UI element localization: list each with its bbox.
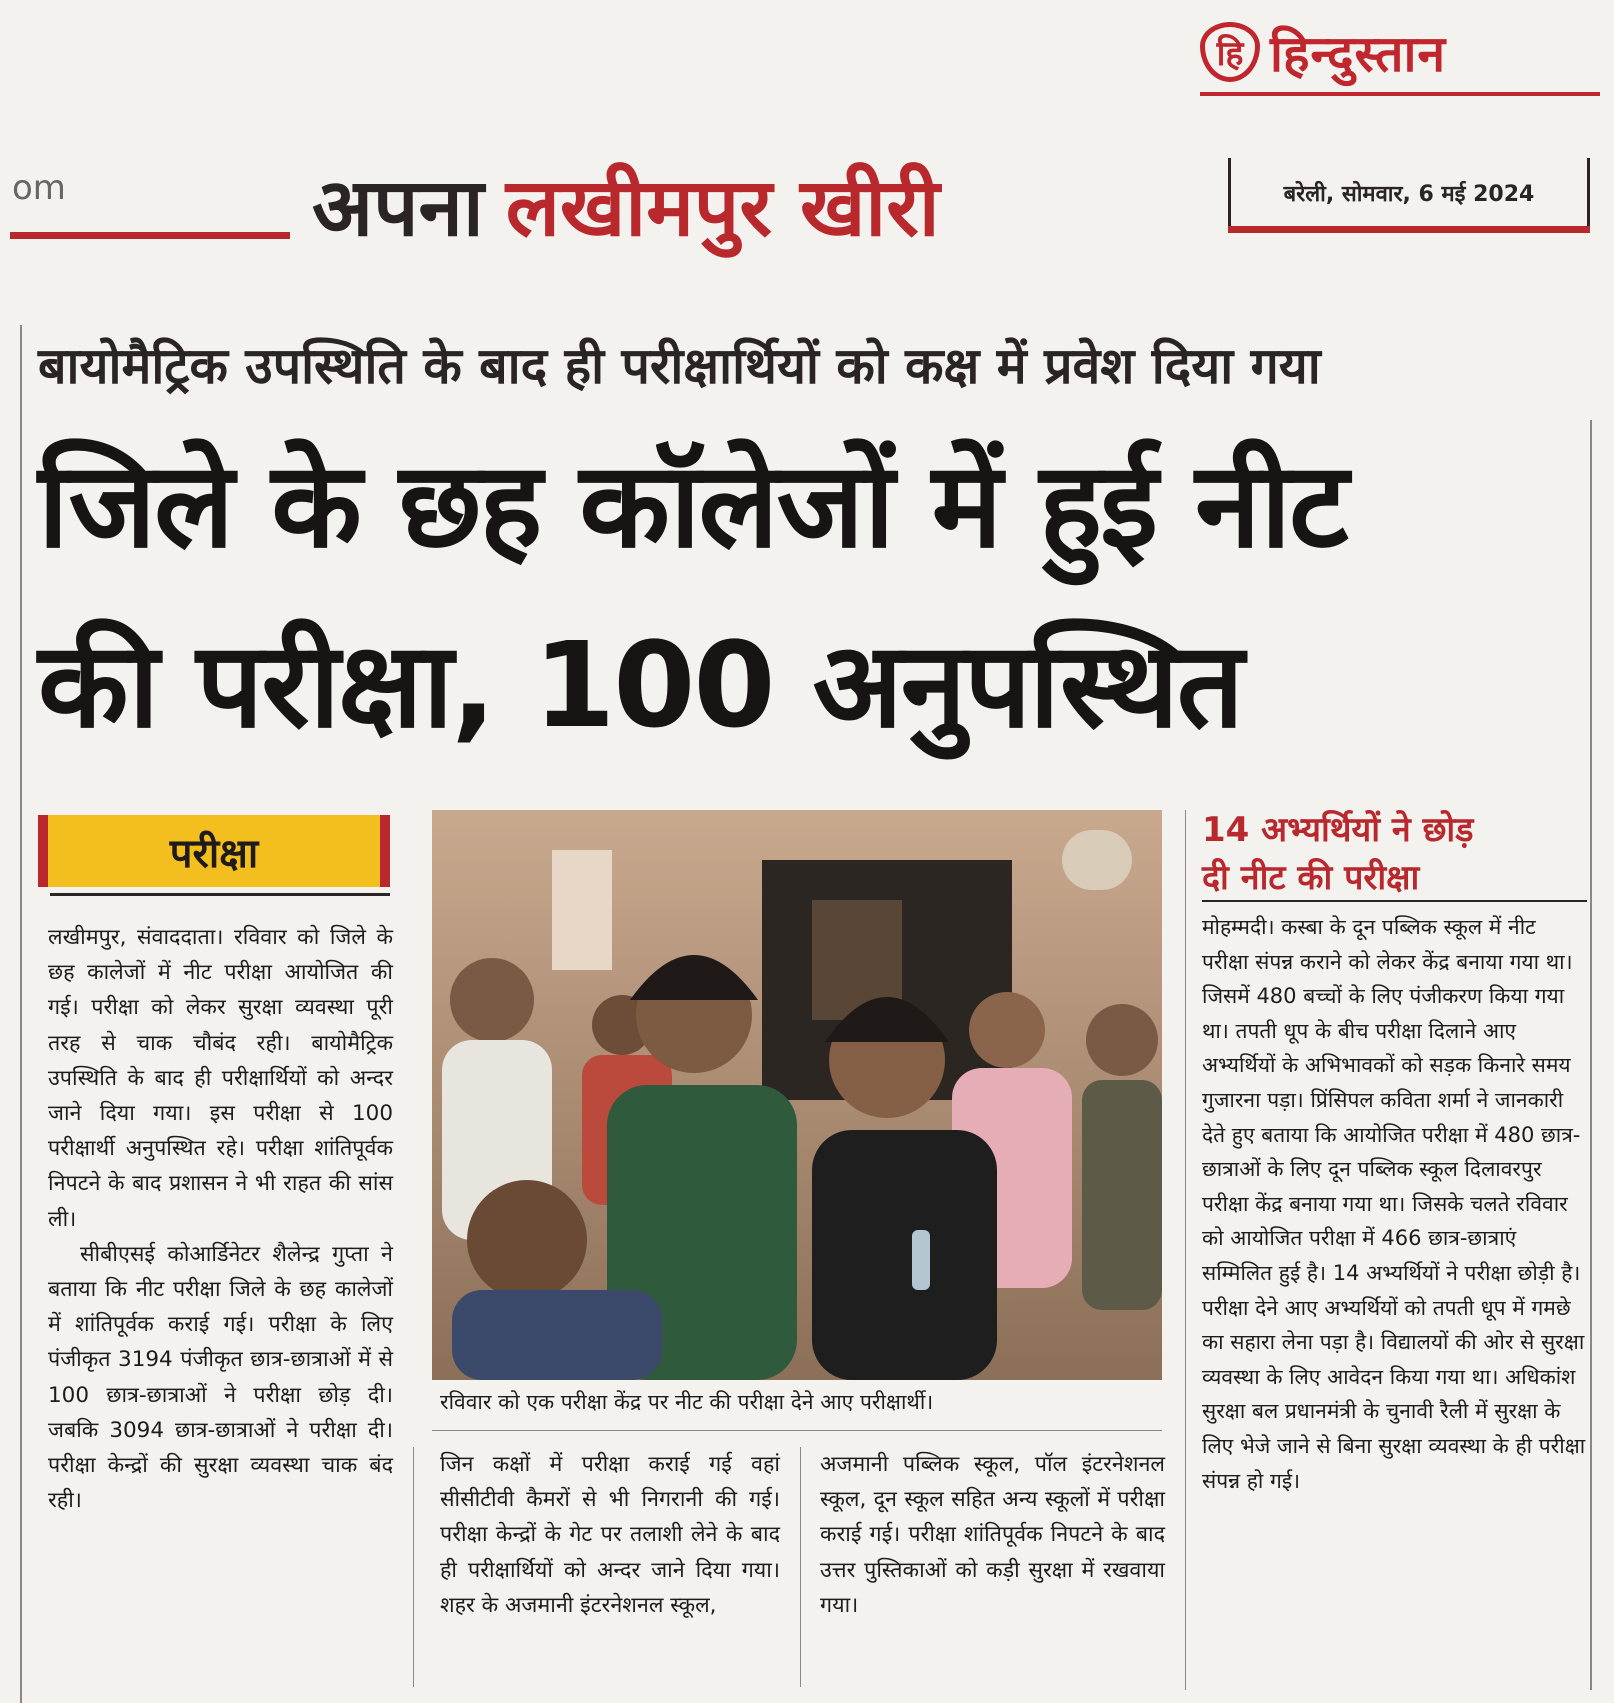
- brand-underline: [1200, 92, 1600, 96]
- topic-tag-label: परीक्षा: [169, 830, 259, 877]
- story-column-1: [48, 920, 393, 1518]
- topic-tag: [38, 815, 390, 887]
- sidebar-paragraph: मोहम्मदी। कस्बा के दून पब्लिक स्कूल में नीट परीक्षा संपन्न कराने को लेकर केंद्र बनाया गया था। जिसमें 480 बच्चों के लिए पंजीकरण किया गया था। तपती धूप के बीच परीक्षा दिलाने आए अभ्यर्थियों के अभिभावकों को सड़क किनारे समय गुजारना पड़ा। प्रिंसिपल कविता शर्मा ने जानकारी देते हुए बताया कि आयोजित परीक्षा में 480 छात्र-छात्राओं के लिए दून पब्लिक स्कूल दिलावरपुर परीक्षा केंद्र बनाया गया था। जिसके चलते रविवार को आयोजित परीक्षा में 466 छात्र-छात्राएं सम्मिलित हुई है। 14 अभ्यर्थियों ने परीक्षा छोड़ी है। परीक्षा देने आए अभ्यर्थियों को तपती धूप में गमछे का सहारा लेना पड़ा है। विद्यालयों की ओर से सुरक्षा व्यवस्था के लिए आवेदन किया गया था। अधिकांश सुरक्षा बल प्रधानमंत्री के चुनावी रैली में सुरक्षा के लिए भेजे जाने से बिना सुरक्षा व्यवस्था के ही परीक्षा संपन्न हो गई।: [1202, 915, 1586, 1493]
- sidebar-headline-line-2: दी नीट की परीक्षा: [1202, 858, 1420, 898]
- brand-logo-icon: हि: [1200, 22, 1260, 82]
- sidebar-headline-rule: [1202, 900, 1587, 902]
- story-column-2: [440, 1447, 780, 1623]
- sidebar-story-body: [1202, 910, 1587, 1498]
- story-photo: [432, 810, 1162, 1380]
- sidebar-divider: [1185, 810, 1186, 1690]
- dateline: बरेली, सोमवार, 6 मई 2024: [1228, 158, 1590, 228]
- column-divider: [413, 1447, 414, 1687]
- exam-candidates-photo: [432, 810, 1162, 1380]
- section-left-rule: [10, 232, 290, 239]
- sidebar-headline-line-1: 14 अभ्यर्थियों ने छोड़: [1202, 810, 1474, 850]
- story-column-3: [820, 1447, 1165, 1623]
- topic-tag-underline: [50, 893, 390, 896]
- section-title-place: लखीमपुर खीरी: [505, 161, 940, 254]
- story-paragraph-2: सीबीएसई कोआर्डिनेटर शैलेन्द्र गुप्ता ने बताया कि नीट परीक्षा जिले के छह कालेजों में शांतिपूर्वक कराई गई। परीक्षा के लिए पंजीकृत 3194 पंजीकृत छात्र-छात्राओं में से 100 छात्र-छात्राओं ने परीक्षा छोड़ दी। जबकि 3094 छात्र-छात्राओं ने परीक्षा दी। परीक्षा केन्द्रों की सुरक्षा व्यवस्था चाक बंद रही।: [48, 1241, 393, 1514]
- story-kicker: बायोमैट्रिक उपस्थिति के बाद ही परीक्षार्थियों को कक्ष में प्रवेश दिया गया: [38, 337, 1321, 395]
- story-paragraph-3: जिन कक्षों में परीक्षा कराई गई वहां सीसीटीवी कैमरों से भी निगरानी की गई। परीक्षा केन्द्रों के गेट पर तलाशी लेने के बाद ही परीक्षार्थियों को अन्दर जाने दिया गया। शहर के अजमानी इंटरनेशनल स्कूल,: [440, 1452, 780, 1618]
- cropped-edge-text: om: [12, 168, 66, 208]
- story-headline-line-1: जिले के छह कॉलेजों में हुई नीट: [38, 436, 1347, 574]
- column-divider: [800, 1447, 801, 1687]
- brand-name: हिन्दुस्तान: [1270, 25, 1447, 83]
- section-title-prefix: अपना: [312, 161, 484, 254]
- dateline-underline: [1228, 226, 1590, 233]
- photo-caption: रविवार को एक परीक्षा केंद्र पर नीट की परीक्षा देने आए परीक्षार्थी।: [440, 1390, 934, 1414]
- page-left-rule: [20, 325, 22, 1703]
- story-paragraph-4: अजमानी पब्लिक स्कूल, पॉल इंटरनेशनल स्कूल, दून स्कूल सहित अन्य स्कूलों में परीक्षा कराई गई। परीक्षा शांतिपूर्वक निपटने के बाद उत्तर पुस्तिकाओं को कड़ी सुरक्षा में रखवाया गया।: [820, 1452, 1165, 1618]
- newspaper-brand: [1200, 18, 1600, 86]
- story-paragraph-1: लखीमपुर, संवाददाता। रविवार को जिले के छह कालेजों में नीट परीक्षा आयोजित की गई। परीक्षा को लेकर सुरक्षा व्यवस्था पूरी तरह से चाक चौबंद रही। बायोमैट्रिक उपस्थिति के बाद ही परीक्षार्थियों को अन्दर जाने दिया गया। इस परीक्षा से 100 परीक्षार्थी अनुपस्थित रहे। परीक्षा शांतिपूर्वक निपटने के बाद प्रशासन ने भी राहत की सांस ली।: [48, 925, 393, 1232]
- section-title: [312, 150, 940, 259]
- story-headline-line-2: की परीक्षा, 100 अनुपस्थित: [38, 616, 1243, 754]
- caption-rule: [432, 1430, 1162, 1431]
